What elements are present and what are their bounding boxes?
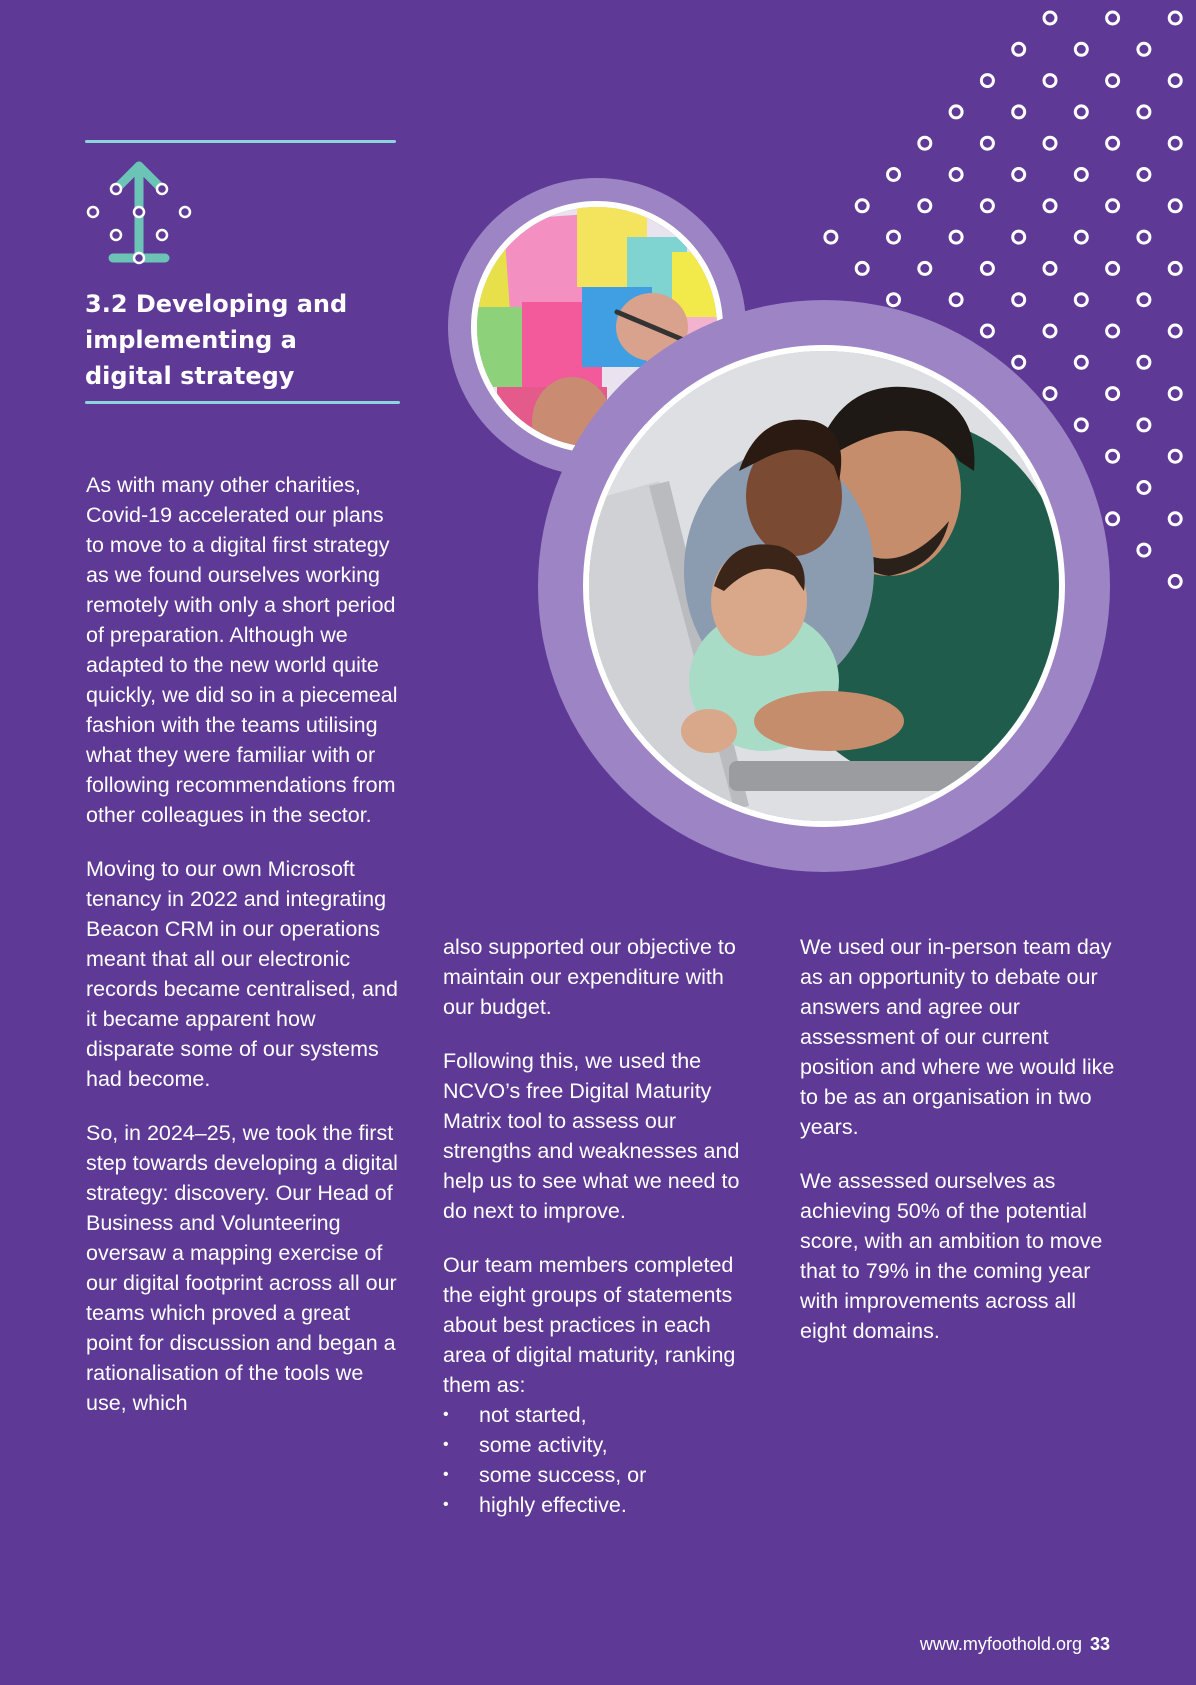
ranking-list-item: • some activity, — [443, 1430, 759, 1460]
pattern-dot — [1075, 43, 1087, 55]
pattern-dot — [950, 106, 962, 118]
pattern-dot — [856, 200, 868, 212]
pattern-dot — [888, 231, 900, 243]
pattern-dot — [1169, 388, 1181, 400]
family-laptop-photo — [583, 345, 1065, 827]
pattern-dot — [1107, 513, 1119, 525]
pattern-dot — [1138, 231, 1150, 243]
pattern-dot — [1013, 106, 1025, 118]
pattern-dot — [981, 75, 993, 87]
pattern-dot — [919, 200, 931, 212]
column-1-paragraph-3: So, in 2024–25, we took the first step towards developing a digital strategy: discovery. Our Head of Business and Volunteering oversaw a mapping exercise of our digital footprint across all our teams which proved a great point for discussion and began a rationalisation of the tools we use, which — [86, 1121, 398, 1415]
pattern-dot — [1169, 75, 1181, 87]
pattern-dot — [1044, 12, 1056, 24]
column-2-paragraph-2: Following this, we used the NCVO’s free Digital Maturity Matrix tool to assess our strengths and weaknesses and help us to see what we need to do next to improve. — [443, 1049, 740, 1223]
pattern-dot — [950, 294, 962, 306]
pattern-dot — [1107, 75, 1119, 87]
pattern-dot — [1013, 43, 1025, 55]
pattern-dot — [1044, 200, 1056, 212]
pattern-dot — [1075, 106, 1087, 118]
pattern-dot — [1169, 325, 1181, 337]
pattern-dot — [825, 231, 837, 243]
pattern-dot — [1169, 137, 1181, 149]
pattern-dot — [1013, 169, 1025, 181]
pattern-dot — [888, 294, 900, 306]
pattern-dot — [919, 137, 931, 149]
column-2-paragraph-3: Our team members completed the eight groups of statements about best practices in each area of digital maturity, ranking them as: — [443, 1253, 736, 1397]
pattern-dot — [1107, 450, 1119, 462]
pattern-dot — [1138, 106, 1150, 118]
pattern-dot — [1138, 419, 1150, 431]
pattern-dot — [919, 262, 931, 274]
pattern-dot — [1138, 43, 1150, 55]
pattern-dot — [1107, 200, 1119, 212]
pattern-dot — [1075, 169, 1087, 181]
pattern-dot — [950, 231, 962, 243]
upward-arrow-icon — [85, 158, 195, 268]
pattern-dot — [1169, 513, 1181, 525]
pattern-dot — [1013, 356, 1025, 368]
column-3-paragraph-1: We used our in-person team day as an opportunity to debate our answers and agree our assessment of our current position and where we would like to be as an organisation in two years. — [800, 935, 1115, 1139]
pattern-dot — [1107, 12, 1119, 24]
pattern-dot — [1169, 12, 1181, 24]
body-column-1 — [86, 470, 398, 1442]
pattern-dot — [1107, 325, 1119, 337]
pattern-dot — [1013, 294, 1025, 306]
pattern-dot — [1107, 388, 1119, 400]
pattern-dot — [1075, 231, 1087, 243]
body-column-2 — [443, 932, 759, 1520]
heading-line-2: implementing a — [85, 326, 297, 354]
body-column-3 — [800, 932, 1116, 1370]
pattern-dot — [1013, 231, 1025, 243]
pattern-dot — [1138, 169, 1150, 181]
pattern-dot — [1044, 325, 1056, 337]
pattern-dot — [888, 169, 900, 181]
column-2-paragraph-1: also supported our objective to maintain our expenditure with our budget. — [443, 935, 736, 1019]
page-number: 33 — [1089, 1634, 1110, 1654]
pattern-dot — [1169, 575, 1181, 587]
pattern-dot — [981, 200, 993, 212]
pattern-dot — [1044, 262, 1056, 274]
pattern-dot — [1169, 200, 1181, 212]
heading-top-rule — [85, 140, 396, 143]
pattern-dot — [1138, 482, 1150, 494]
ranking-list — [443, 1400, 759, 1520]
column-3-paragraph-2: We assessed ourselves as achieving 50% of the potential score, with an ambition to move that to 79% in the coming year with improvements across all eight domains. — [800, 1169, 1103, 1343]
heading-bottom-rule — [85, 401, 400, 404]
pattern-dot — [1138, 294, 1150, 306]
pattern-dot — [1044, 388, 1056, 400]
column-1-paragraph-1: As with many other charities, Covid-19 accelerated our plans to move to a digital first strategy as we found ourselves working remotely with only a short period of preparation. Although we adapted to the new world quite quickly, we did so in a piecemeal fashion with the teams utilising what they were familiar with or following recommendations from other colleagues in the sector. — [86, 473, 398, 827]
family-illustration — [589, 351, 1065, 827]
heading-line-3: digital strategy — [85, 362, 295, 390]
pattern-dot — [1169, 450, 1181, 462]
section-heading — [85, 286, 405, 394]
ranking-list-item: • some success, or — [443, 1460, 759, 1490]
pattern-dot — [1107, 262, 1119, 274]
ranking-list-item: • highly effective. — [443, 1490, 759, 1520]
footer-url[interactable]: www.myfoothold.org — [919, 1634, 1082, 1654]
column-1-paragraph-2: Moving to our own Microsoft tenancy in 2022 and integrating Beacon CRM in our operations meant that all our electronic records became centralised, and it became apparent how disparate some of our systems had become. — [86, 857, 398, 1091]
pattern-dot — [981, 262, 993, 274]
pattern-dot — [1075, 356, 1087, 368]
pattern-dot — [1075, 294, 1087, 306]
pattern-dot — [1138, 544, 1150, 556]
ranking-list-item: • not started, — [443, 1400, 759, 1430]
pattern-dot — [1138, 356, 1150, 368]
pattern-dot — [950, 169, 962, 181]
pattern-dot — [1075, 419, 1087, 431]
pattern-dot — [1107, 137, 1119, 149]
pattern-dot — [1169, 262, 1181, 274]
pattern-dot — [981, 137, 993, 149]
heading-line-1: 3.2 Developing and — [85, 290, 348, 318]
pattern-dot — [1044, 75, 1056, 87]
page-footer — [920, 1634, 1110, 1655]
pattern-dot — [981, 325, 993, 337]
pattern-dot — [1044, 137, 1056, 149]
pattern-dot — [856, 262, 868, 274]
